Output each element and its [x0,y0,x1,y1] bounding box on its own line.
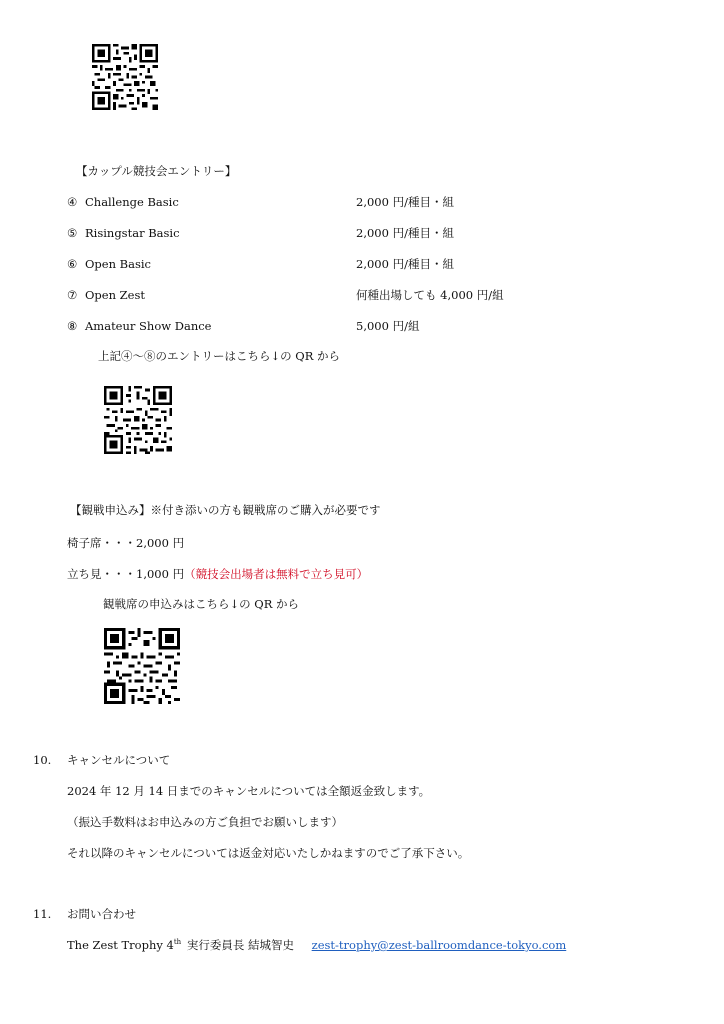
contact-email-link[interactable]: zest-trophy@zest-ballroomdance-tokyo.com [311,938,567,952]
chair-seat-price: 椅子席・・・2,000 円 [67,536,185,550]
spectator-qr-note: 観戦席の申込みはこちら↓の QR から [103,597,300,611]
entry-num-8: ⑧ [67,319,78,333]
contact-line [67,937,566,953]
qr-code-spectator[interactable] [104,628,180,704]
entry-num-5: ⑤ [67,226,78,240]
entry-price-7: 何種出場しても 4,000 円/組 [356,288,504,302]
entry-name-8: Amateur Show Dance [85,319,212,333]
entry-price-8: 5,000 円/組 [356,319,420,333]
qr-code-top[interactable] [92,44,158,110]
entry-price-4: 2,000 円/種目・組 [356,195,454,209]
entry-name-7: Open Zest [85,288,145,302]
standing-free-note: （競技会出場者は無料で立ち見可） [184,567,369,581]
cancel-line-3: それ以降のキャンセルについては返金対応いたしかねますのでご了承下さい。 [67,846,470,860]
standing-price-line [67,566,368,582]
entry-name-4: Challenge Basic [85,195,179,209]
cancel-line-1: 2024 年 12 月 14 日までのキャンセルについては全額返金致します。 [67,784,431,798]
cancel-line-2: （振込手数料はお申込みの方ご負担でお願いします） [67,815,343,829]
entry-num-6: ⑥ [67,257,78,271]
contact-name-suffix: 実行委員長 結城智史 [186,938,294,952]
contact-title: お問い合わせ [67,907,136,921]
cancel-title: キャンセルについて [67,753,171,767]
couple-qr-note: 上記④～⑧のエントリーはこちら↓の QR から [98,349,341,363]
couple-heading: 【カップル競技会エントリー】 [76,164,237,178]
contact-name-prefix: The Zest Trophy 4 [67,938,174,952]
standing-price: 立ち見・・・1,000 円 [67,567,185,581]
spectator-heading: 【観戦申込み】※付き添いの方も観戦席のご購入が必要です [70,503,381,517]
qr-code-icon [104,628,180,704]
entry-num-4: ④ [67,195,78,209]
qr-code-icon [92,44,158,110]
qr-code-entry[interactable] [104,386,172,454]
entry-price-5: 2,000 円/種目・組 [356,226,454,240]
qr-code-icon [104,386,172,454]
contact-number: 11. [33,907,52,921]
cancel-number: 10. [33,753,52,767]
entry-name-5: Risingstar Basic [85,226,180,240]
contact-name-sup: th [173,938,182,947]
entry-price-6: 2,000 円/種目・組 [356,257,454,271]
entry-name-6: Open Basic [85,257,151,271]
entry-num-7: ⑦ [67,288,78,302]
